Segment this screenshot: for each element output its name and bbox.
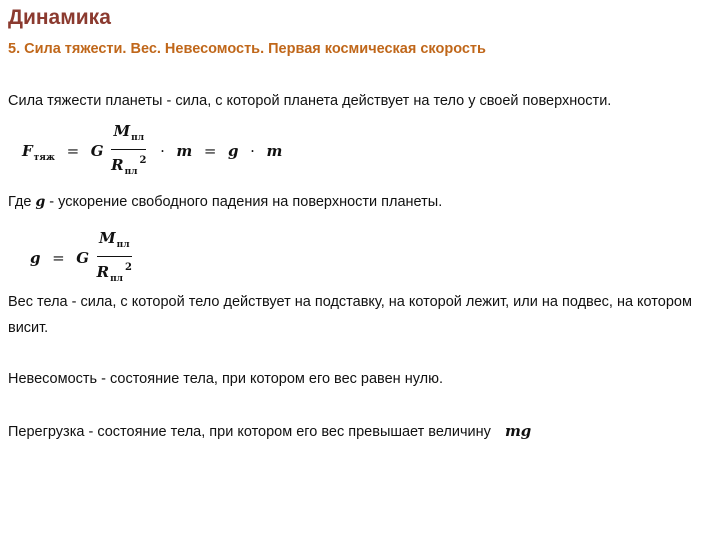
subscript-pl: пл: [110, 274, 124, 284]
subscript-pl: пл: [124, 167, 138, 177]
equals-sign: =: [203, 142, 217, 160]
fraction-mass-over-radius: [111, 122, 146, 181]
symbol-g: g: [228, 142, 239, 160]
dot-operator: ·: [250, 142, 255, 160]
subscript-pl: пл: [116, 240, 130, 250]
equals-sign: =: [52, 249, 65, 267]
text-where: Где: [8, 194, 32, 210]
formula-free-fall-acceleration: [30, 229, 134, 288]
text-g-description: - ускорение свободного падения на поверхности планеты.: [45, 194, 443, 210]
subscript-pl: пл: [131, 133, 145, 143]
fraction-mass-over-radius: [97, 229, 132, 288]
symbol-R: R: [96, 263, 110, 281]
subscript-tyazh: тяж: [33, 153, 55, 163]
symbol-F: F: [22, 142, 33, 160]
page-subtitle: 5. Сила тяжести. Вес. Невесомость. Первая космическая скорость: [8, 41, 486, 57]
symbol-M: M: [99, 229, 116, 247]
symbol-M: M: [113, 122, 131, 140]
paragraph-weight-definition: Вес тела - сила, с которой тело действует на подставку, на которой лежит, или на подвес, на котором висит.: [8, 294, 692, 336]
paragraph-g-definition: [8, 189, 713, 215]
text-overload: Перегрузка - состояние тела, при котором его вес превышает величину: [8, 424, 491, 440]
formula-gravity-force: [22, 122, 282, 181]
symbol-m: m: [266, 142, 283, 160]
equals-sign: =: [66, 142, 80, 160]
symbol-R: R: [111, 156, 124, 174]
paragraph-gravity-definition: Сила тяжести планеты - сила, с которой планета действует на тело у своей поверхности.: [8, 93, 612, 109]
paragraph-weightlessness-definition: Невесомость - состояние тела, при котором его вес равен нулю.: [8, 371, 443, 387]
symbol-g: g: [30, 249, 41, 267]
symbol-G: G: [90, 142, 104, 160]
exponent-2: 2: [139, 155, 147, 166]
symbol-m: m: [176, 142, 193, 160]
symbol-mg: mg: [504, 422, 532, 440]
dot-operator: ·: [160, 142, 165, 160]
exponent-2: 2: [125, 262, 132, 273]
symbol-G: G: [76, 249, 90, 267]
paragraph-overload-definition: [8, 418, 713, 445]
page-title: Динамика: [8, 6, 111, 29]
symbol-g-inline: g: [35, 194, 46, 210]
